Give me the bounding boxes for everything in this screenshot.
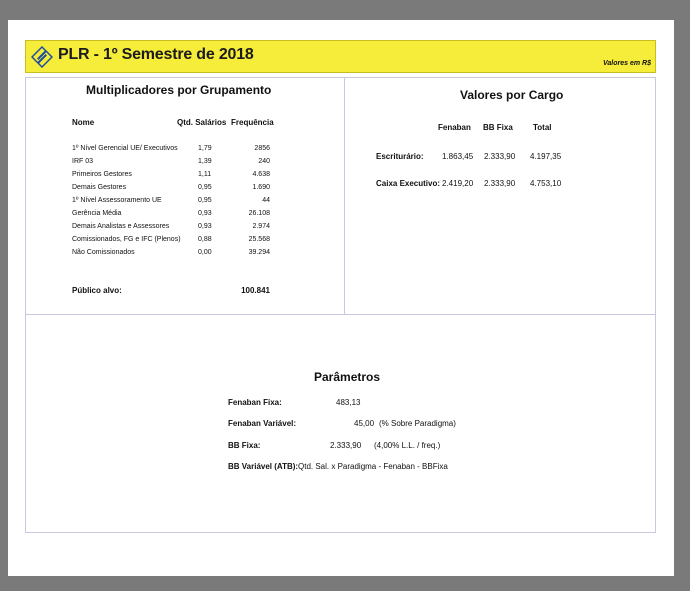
horizontal-divider <box>26 314 655 315</box>
row-qtd: 1,11 <box>198 171 212 178</box>
param-note: (4,00% L.L. / freq.) <box>374 441 441 450</box>
row-nome: 1º Nível Gerencial UE/ Executivos <box>72 145 178 152</box>
param-label: Fenaban Variável: <box>228 419 297 428</box>
row-qtd: 0,93 <box>198 210 212 217</box>
row-freq: 2856 <box>254 145 270 152</box>
row-nome: Gerência Média <box>72 210 122 217</box>
param-value: 45,00 <box>354 419 375 428</box>
row-freq: 240 <box>258 158 270 165</box>
multiplicadores-title: Multiplicadores por Grupamento <box>86 83 272 97</box>
row-qtd: 0,88 <box>198 236 212 243</box>
bank-logo-icon <box>31 46 53 68</box>
cargo-label: Escriturário: <box>376 152 424 161</box>
row-freq: 39.294 <box>248 249 270 256</box>
page-title: PLR - 1º Semestre de 2018 <box>58 46 254 63</box>
col-header-qtd: Qtd. Salários <box>177 118 227 127</box>
row-nome: IRF 03 <box>72 158 94 165</box>
row-qtd: 0,00 <box>198 249 212 256</box>
param-note: (% Sobre Paradigma) <box>379 419 456 428</box>
parametros-title: Parâmetros <box>314 370 381 384</box>
currency-note: Valores em R$ <box>603 60 651 67</box>
col-header-total: Total <box>533 123 552 132</box>
cargo-fenaban: 1.863,45 <box>442 152 474 161</box>
cargo-bbfixa: 2.333,90 <box>484 179 516 188</box>
publico-alvo-value: 100.841 <box>241 286 270 295</box>
cargo-total: 4.753,10 <box>530 179 562 188</box>
col-header-freq: Frequência <box>231 118 274 127</box>
row-freq: 44 <box>262 197 270 204</box>
valores-title: Valores por Cargo <box>460 88 564 102</box>
row-qtd: 0,93 <box>198 223 212 230</box>
row-nome: Comissionados, FG e IFC (Plenos) <box>72 236 181 243</box>
cargo-total: 4.197,35 <box>530 152 562 161</box>
row-freq: 25.568 <box>248 236 270 243</box>
col-header-fenaban: Fenaban <box>438 123 471 132</box>
row-freq: 4.638 <box>252 171 270 178</box>
row-freq: 26.108 <box>248 210 270 217</box>
row-qtd: 1,39 <box>198 158 212 165</box>
param-label: BB Fixa: <box>228 441 261 450</box>
param-value: 483,13 <box>336 398 361 407</box>
row-qtd: 0,95 <box>198 197 212 204</box>
param-value: 2.333,90 <box>330 441 362 450</box>
param-value: Qtd. Sal. x Paradigma - Fenaban - BBFixa <box>298 462 448 471</box>
row-freq: 1.690 <box>252 184 270 191</box>
row-nome: Não Comissionados <box>72 249 135 256</box>
col-header-nome: Nome <box>72 118 95 127</box>
vertical-divider <box>344 78 345 314</box>
document-page <box>8 20 674 576</box>
row-freq: 2.974 <box>252 223 270 230</box>
param-label: BB Variável (ATB): <box>228 462 299 471</box>
row-nome: Demais Analistas e Assessores <box>72 223 170 230</box>
header-bar <box>25 40 656 73</box>
cargo-fenaban: 2.419,20 <box>442 179 474 188</box>
cargo-label: Caixa Executivo: <box>376 179 441 188</box>
row-qtd: 0,95 <box>198 184 212 191</box>
content-frame <box>25 77 656 533</box>
col-header-bbfixa: BB Fixa <box>483 123 513 132</box>
cargo-bbfixa: 2.333,90 <box>484 152 516 161</box>
row-nome: 1º Nível Assessoramento UE <box>72 197 162 204</box>
row-nome: Demais Gestores <box>72 184 127 191</box>
row-qtd: 1,79 <box>198 145 212 152</box>
param-label: Fenaban Fixa: <box>228 398 282 407</box>
publico-alvo-label: Público alvo: <box>72 286 122 295</box>
row-nome: Primeiros Gestores <box>72 171 132 178</box>
